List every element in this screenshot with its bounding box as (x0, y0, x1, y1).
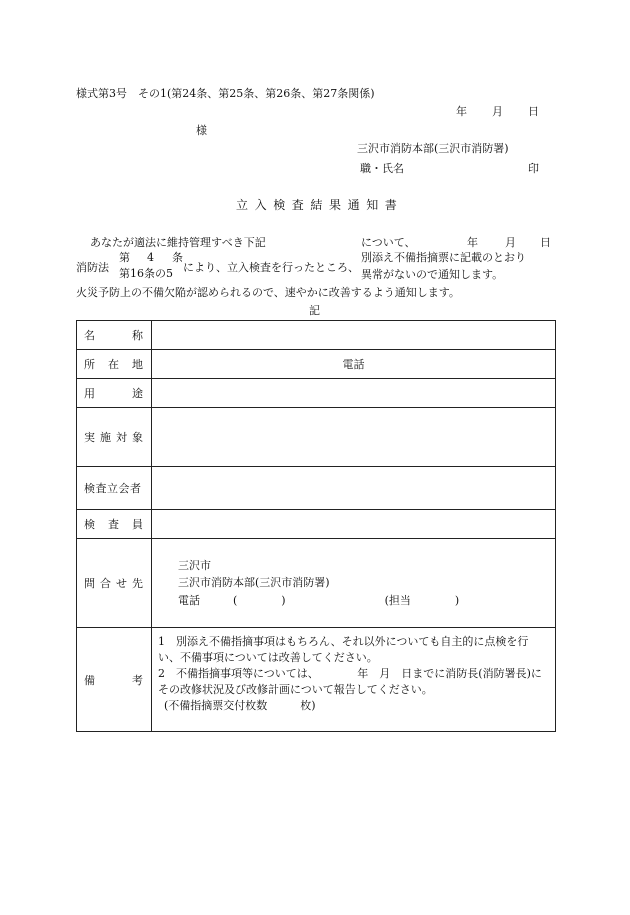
issuer-organization: 三沢市消防本部(三沢市消防署) (357, 142, 509, 155)
use-label-char: 途 (132, 387, 143, 400)
row-target (77, 408, 556, 467)
body-month-label: 月 (505, 236, 516, 249)
location-field[interactable] (152, 350, 556, 379)
remarks-label-char: 備 (84, 673, 95, 687)
target-label-char: 対 (116, 431, 127, 444)
addressee-suffix: 様 (196, 124, 207, 137)
remarks-item-3: (不備指摘票交付枚数 枚) (164, 698, 316, 712)
remarks-label (77, 628, 152, 732)
inspector-label-char: 員 (132, 518, 143, 531)
inquiry-label-char: 先 (132, 577, 143, 590)
body-line1-about: について、 (361, 236, 416, 249)
witness-label (77, 467, 152, 510)
remarks-item-2: 2 不備指摘事項等については、 年 月 日までに消防長(消防署長)にその改修状況及び改修計画について報告してください。 (158, 666, 542, 696)
inspector-label (77, 510, 152, 539)
inquiry-label-char: せ (116, 577, 127, 590)
target-label-char: 施 (100, 431, 111, 444)
seal-mark: 印 (528, 162, 539, 175)
inspector-label-char: 査 (108, 518, 119, 531)
article-option-bottom: 第16条の5 (119, 267, 173, 280)
result-option-no-issue: 異常がないので通知します。 (361, 268, 504, 281)
article-option-top-c: 条 (172, 251, 183, 264)
row-inspector (77, 510, 556, 539)
target-label-char: 象 (132, 431, 143, 444)
inspector-label-char: 検 (84, 518, 95, 531)
remarks-field (152, 628, 556, 732)
issuer-role-name: 職・氏名 (360, 162, 404, 175)
ki-label: 記 (309, 304, 320, 317)
target-label (77, 408, 152, 467)
article-option-top-b: 4 (147, 251, 154, 264)
target-label-char: 実 (84, 431, 95, 444)
target-field[interactable] (152, 408, 556, 467)
body-line2-middle: により、立入検査を行ったところ、 (183, 261, 359, 274)
name-label-char: 称 (132, 329, 143, 342)
name-label (77, 321, 152, 350)
row-inquiry (77, 539, 556, 628)
row-use (77, 379, 556, 408)
inquiry-organization: 三沢市消防本部(三沢市消防署) (178, 576, 330, 590)
witness-field[interactable] (152, 467, 556, 510)
inspector-field[interactable] (152, 510, 556, 539)
phone-label: 電話 (342, 358, 365, 371)
use-label-char: 用 (84, 387, 95, 400)
body-year-label: 年 (467, 236, 478, 249)
date-month-label: 月 (492, 105, 503, 118)
inquiry-field (152, 539, 556, 628)
row-location (77, 350, 556, 379)
remarks-label-char: 考 (132, 673, 143, 687)
inquiry-city: 三沢市 (178, 559, 211, 573)
witness-label-text: 検査立会者 (84, 482, 142, 495)
body-line1-start: あなたが適法に維持管理すべき下記 (90, 236, 266, 249)
date-day-label: 日 (528, 105, 539, 118)
row-name (77, 321, 556, 350)
location-label (77, 350, 152, 379)
name-field[interactable] (152, 321, 556, 350)
article-option-top-a: 第 (119, 251, 130, 264)
use-field[interactable] (152, 379, 556, 408)
date-year-label: 年 (456, 105, 467, 118)
body-line3: 火災予防上の不備欠陥が認められるので、速やかに改善するよう通知します。 (76, 286, 460, 299)
form-number: 様式第3号 その1(第24条、第25条、第26条、第27条関係) (76, 87, 375, 100)
name-label-char: 名 (84, 329, 95, 342)
inquiry-label-char: 合 (100, 577, 111, 590)
location-label-char: 所 (84, 358, 95, 371)
result-option-deficiency: 別添え不備指摘票に記載のとおり (361, 251, 526, 264)
row-witness (77, 467, 556, 510)
inspection-info-table (76, 320, 556, 732)
inquiry-label (77, 539, 152, 628)
location-label-char: 地 (132, 358, 143, 371)
law-name: 消防法 (76, 261, 109, 274)
inquiry-label-char: 問 (84, 577, 95, 590)
body-day-label: 日 (540, 236, 551, 249)
inquiry-phone: 電話 ( ) (担当 ) (178, 593, 460, 607)
use-label (77, 379, 152, 408)
location-label-char: 在 (108, 358, 119, 371)
row-remarks (77, 628, 556, 732)
document-title: 立入検査結果通知書 (236, 198, 404, 212)
remarks-item-1: 1 別添え不備指摘事項はもちろん、それ以外についても自主的に点検を行い、不備事項については改善してください。 (158, 635, 529, 664)
